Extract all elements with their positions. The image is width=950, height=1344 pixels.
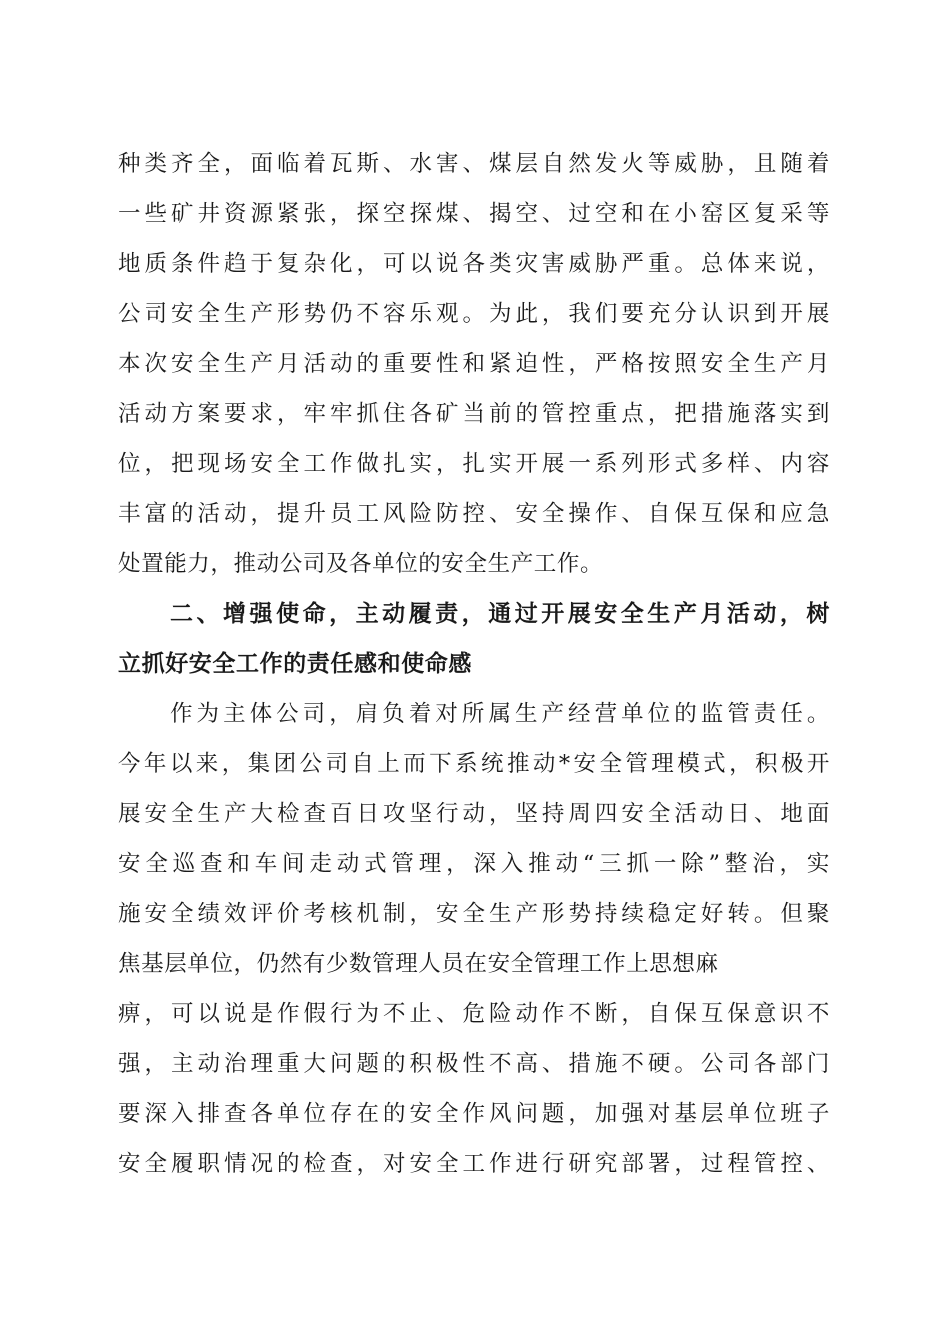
body-line: 安全履职情况的检查，对安全工作进行研究部署，过程管控、 <box>118 1151 830 1177</box>
body-line: 今年以来，集团公司自上而下系统推动*安全管理模式，积极开 <box>118 751 830 777</box>
section-heading-line: 二、增强使命，主动履责，通过开展安全生产月活动，树 <box>170 601 830 627</box>
body-line: 展安全生产大检查百日攻坚行动，坚持周四安全活动日、地面 <box>118 801 830 827</box>
body-line: 焦基层单位，仍然有少数管理人员在安全管理工作上思想麻 <box>118 951 719 977</box>
section-heading-line-last: 立抓好安全工作的责任感和使命感 <box>118 651 472 677</box>
body-line: 位，把现场安全工作做扎实，扎实开展一系列形式多样、内容 <box>118 451 830 477</box>
body-line: 本次安全生产月活动的重要性和紧迫性，严格按照安全生产月 <box>118 351 830 377</box>
body-line: 强，主动治理重大问题的积极性不高、措施不硬。公司各部门 <box>118 1051 830 1077</box>
body-line: 地质条件趋于复杂化，可以说各类灾害威胁严重。总体来说， <box>118 251 830 277</box>
body-line: 丰富的活动，提升员工风险防控、安全操作、自保互保和应急 <box>118 501 830 527</box>
body-line: 要深入排查各单位存在的安全作风问题，加强对基层单位班子 <box>118 1101 830 1127</box>
body-line: 痹，可以说是作假行为不止、危险动作不断，自保互保意识不 <box>118 1001 830 1027</box>
body-line-last: 处置能力，推动公司及各单位的安全生产工作。 <box>118 551 604 577</box>
document-body <box>118 139 830 1189</box>
body-line: 一些矿井资源紧张，探空探煤、揭空、过空和在小窑区复采等 <box>118 201 830 227</box>
paragraph-first-line: 作为主体公司，肩负着对所属生产经营单位的监管责任。 <box>170 701 830 727</box>
body-line: 施安全绩效评价考核机制，安全生产形势持续稳定好转。但聚 <box>118 901 830 927</box>
body-line: 安全巡查和车间走动式管理，深入推动“三抓一除”整治，实 <box>118 851 830 877</box>
body-line: 种类齐全，面临着瓦斯、水害、煤层自然发火等威胁，且随着 <box>118 151 830 177</box>
body-line: 活动方案要求，牢牢抓住各矿当前的管控重点，把措施落实到 <box>118 401 830 427</box>
body-line: 公司安全生产形势仍不容乐观。为此，我们要充分认识到开展 <box>118 301 830 327</box>
